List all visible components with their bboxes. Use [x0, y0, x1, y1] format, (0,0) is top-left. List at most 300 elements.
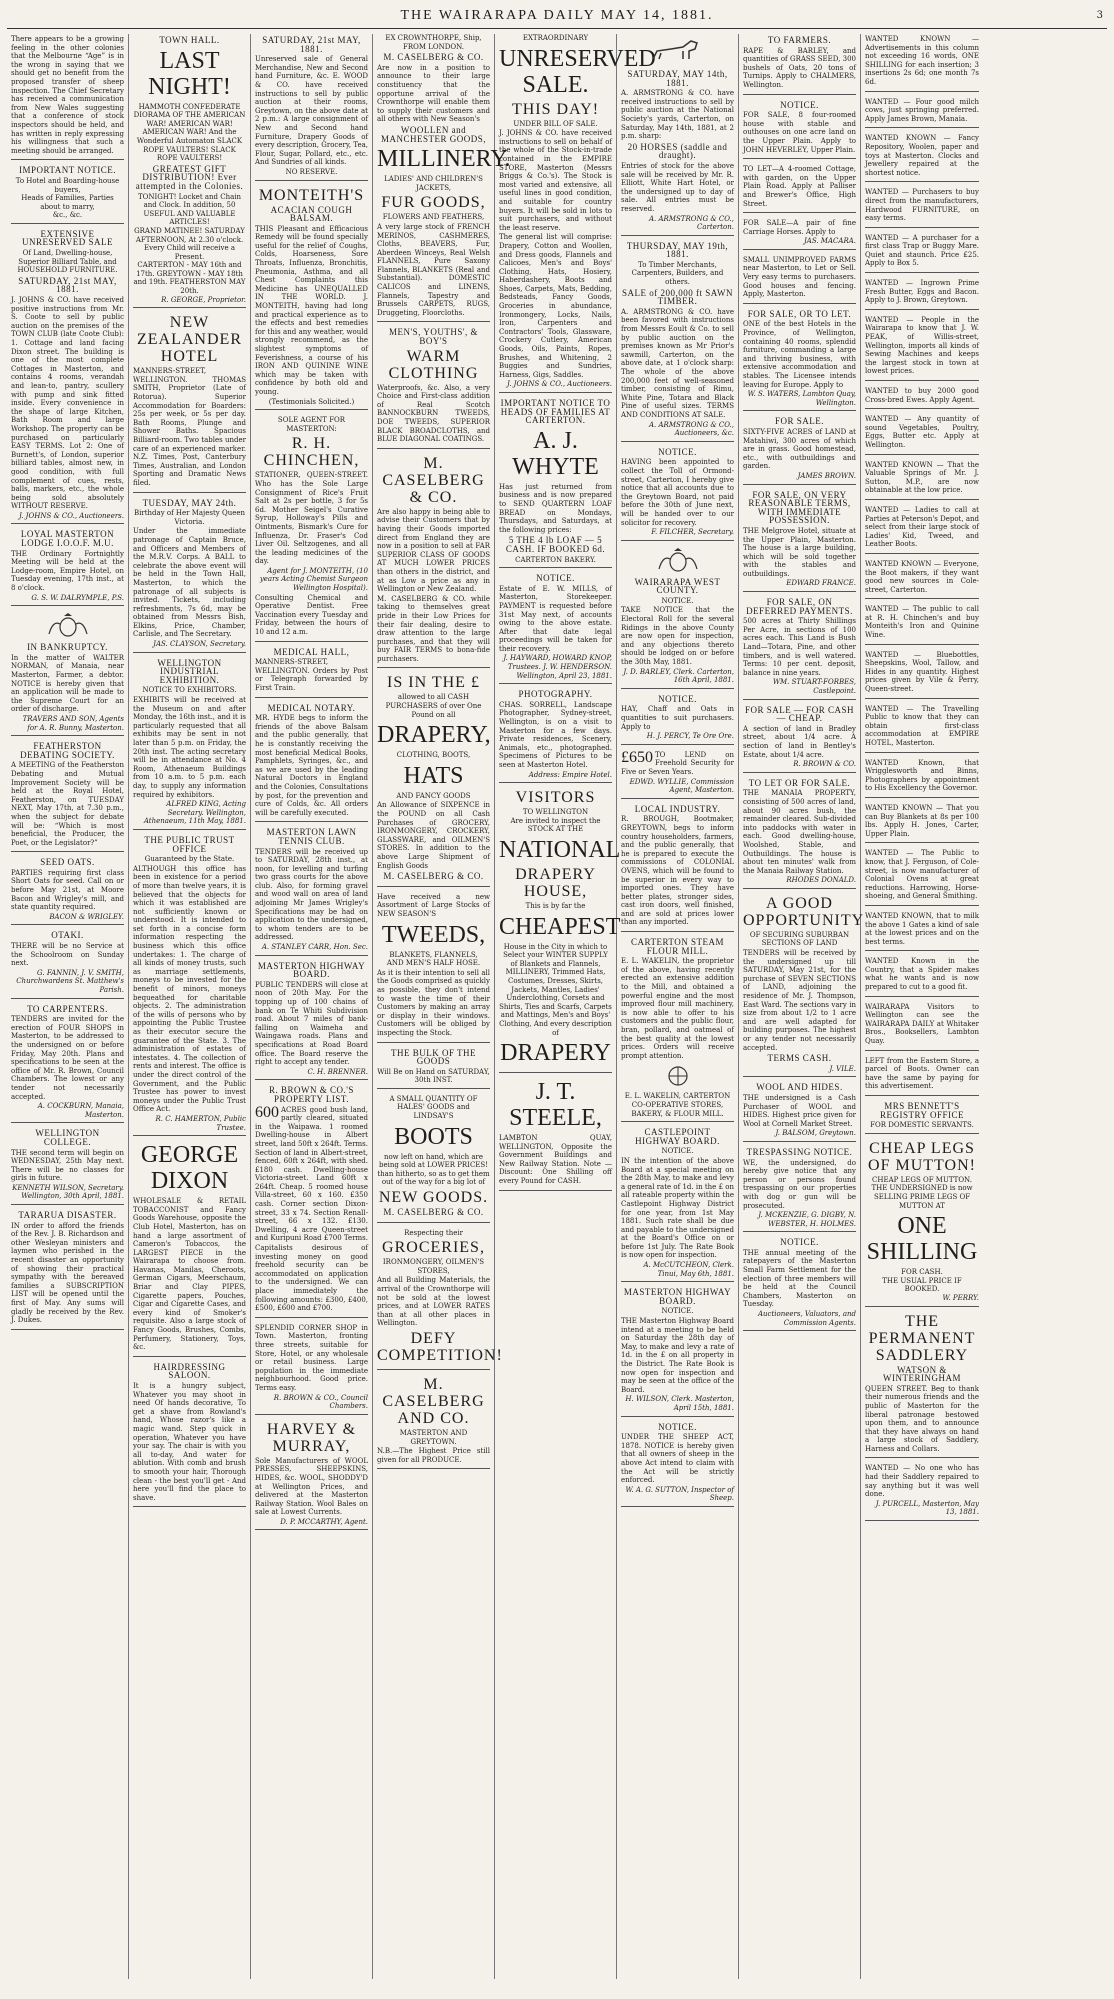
ad-sub: OF SECURING SUBURBAN SECTIONS OF LAND [749, 930, 850, 948]
ad-headline-hats: HATS [403, 762, 464, 789]
saddlery-ad [865, 1313, 979, 1459]
ad-sub: HAMMOTH CONFEDERATE DIORAMA OF THE AMERICAN WAR! AMERICAN WAR! AMERICAN WAR! And the Wonderful Automaton SLACK ROPE VAULTERS! SLACK ROPE VAULTERS! [133, 102, 246, 163]
ad-signature: R. BROWN & CO., Council Chambers. [273, 1393, 368, 1411]
wanted-ad [865, 651, 979, 699]
ad-sub-2: FLOWERS AND FEATHERS, [382, 213, 485, 222]
ad-body: WANTED KNOWN — Advertisements in this column not exceeding 16 words, ONE SHILLING for each insertion; 3 insertions 2s 6d; one month 7s 6d. [865, 35, 979, 86]
ad-signature: EDWARD FRANCE. [786, 579, 856, 588]
mill-crest-icon [658, 1063, 698, 1089]
ad-signature: J. PURCELL, Masterton, May 13, 1881. [875, 1499, 979, 1517]
notice-heading: SEED OATS. [40, 857, 95, 868]
notice-heading: NOTICE. [780, 1237, 819, 1248]
notice-heading: NOTICE. [658, 446, 697, 457]
ad-footnote: (Testimonials Solicited.) [268, 397, 355, 406]
notice-line: Heads of Families, Parties about to marry, [21, 194, 114, 211]
ad-name: WATSON & WINTERINGHAM [883, 1364, 961, 1384]
wanted-ad [865, 461, 979, 500]
notice-signature: JAS. CLAYSON, Secretary. [153, 640, 246, 649]
small-farms-ad [743, 256, 856, 304]
notice-body: IN order to afford the friends of the Rev. J. B. Richardson and other Wesleyan ministers and laymen who perished in the recent disaster an opportunity of showing their practical sympathy with the bereaved families a SUBSCRIPTION LIST will be opened until the first of May. Any sums will gladly be received by the Rev. J. Dukes. [11, 1221, 124, 1325]
notice-signature: W. A. G. SUTTON, Inspector of Sheep. [625, 1485, 734, 1503]
deferred-payments-ad [743, 598, 856, 700]
ad-body: CHAS. SORRELL, Landscape Photographer, Sydney-street, Wellington, is on a visit to Masterton for a few days. Private residences, Scenery, Animals, etc., photographed. Specimens of Pictures to be seen at Masterton Hotel. [499, 700, 612, 769]
notice-signature: R. C. HAMERTON, Public Trustee. [155, 1114, 246, 1132]
national-drapery-ad [499, 789, 621, 1073]
ad-headline: MONTEITH'S [258, 186, 365, 204]
new-zealander-hotel-ad [133, 314, 246, 492]
ad-sub-2: AND MEN'S HALF HOSE. [386, 959, 481, 968]
notice-heading: FEATHERSTON DEBATING SOCIETY. [20, 741, 115, 760]
mills-estate-notice [499, 574, 612, 684]
farmers-ad [743, 36, 856, 95]
ad-body: Sole Manufacturers of WOOL PRESSES, SHEEPSKINS, HIDES, &c. WOOL, SHODDY'D at Wellington Prices, and delivered at the Masterton Railway Station. Wool Bales on sale at Lowest Currents. [255, 1456, 368, 1517]
ad-headline: WARM CLOTHING [388, 347, 479, 382]
column-4 [373, 34, 511, 1979]
ad-body-text: ACRES good bush land, partly cleared, situated in the Waipawa. 1 roomed Dwelling-house in Albert street, land 50ft x 264ft. Terms. Section of land in Albert-street, fenced, 60ft x 264ft, with shed. £180 cash. Dwelling-house Victoria-street. Land 60ft x 264ft. Cheap. 5 roomed house Villa-street, 60 x 160. £350 cash. Corner section Dixon-street, 33 x 74. Section Renall-street, 66 x 132. £130. Dwelling, 4 acre Queen-street and Kuripuni Road £700 Terms. [255, 1105, 368, 1243]
newspaper-page [7, 8, 1107, 1983]
ad-body: allowed to all CASH PURCHASERS of over One Pound on all [385, 693, 482, 719]
ad-signature: WM. STUART-FORBES, Castlepoint. [772, 678, 856, 695]
ad-body: LEFT from the Eastern Store, a parcel of Boots. Owner can have the same by paying for this advertisement. [865, 1056, 979, 1091]
ad-body: STATIONER, QUEEN-STREET. Who has the Sole Large Consignment of Rice's Fruit Salt at 2s per bottle, 3 for 5s 6d. Mother Seigel's Curative Syrup, Holloway's Pills and Ointments, Bismark's Cure for Influenza, Dr. Fraser's Cod Liver Oil. Seltzogenes, and all the leading medicines of the day. [255, 471, 368, 566]
page-number: 3 [1096, 10, 1105, 21]
ad-body: Are invited to inspect the STOCK AT THE [510, 816, 601, 834]
ad-headline-cheapest: CHEAPEST [499, 913, 621, 940]
masterton-board-notice [621, 1288, 734, 1416]
ad-footer: THE USUAL PRICE IF BOOKED. [882, 1276, 962, 1294]
notice-signature: H. J. PERCY, Te Ore Ore. [646, 732, 734, 741]
ad-body: TENDERS will be received by the undersigned up till SATURDAY, May 21st, for the purchase of SEVEN SECTIONS of LAND, adjoining the residence of Mr. J. Thompson, East Ward. The sections vary in size from about 1/2 to 1 acre and are well adapted for building purposes. The highest or any tender not necessarily accepted. [743, 949, 856, 1052]
ad-terms: TERMS CASH. [767, 1053, 832, 1064]
wanted-ad [865, 1464, 979, 1521]
notice-no-reserve: NO RESERVE. [285, 167, 338, 176]
ad-sub: BLANKETS, FLANNELS, [389, 950, 478, 959]
ad-heading: LOCAL INDUSTRY. [634, 803, 721, 814]
ad-body: Are now in a position to announce to their large constituency that the opportune arrival of the Crownthorpe will enable them to supply their customers and all others with New Season's [377, 63, 490, 124]
ad-lead-number: 600 [255, 1103, 279, 1121]
notice-heading: MASTERTON HIGHWAY BOARD. [257, 960, 366, 980]
loan-ad [621, 748, 734, 799]
ad-headline: A. J. WHYTE [512, 427, 599, 480]
bankruptcy-notice [11, 612, 124, 736]
notice-heading: LOYAL MASTERTON LODGE I.O.O.F. M.U. [20, 529, 115, 549]
notice-body: Unreserved sale of General Merchandise, New and Second hand Furniture, &c. E. WOOD & CO. have received instructions to sell by public auction at their rooms, Greytown, on the above date at 2 p.m.: A large consignment of New and Second hand Furniture, Drapery Goods of every description, Grocery, Tea, Flour, Sugar, Pollard, etc., etc. And Sundries of all kinds. [255, 55, 368, 167]
ad-signature: J. JOHNS & CO., Auctioneers. [506, 380, 612, 389]
ad-body: A SMALL QUANTITY OF HALES' GOODS and LINDSAY'S [389, 1094, 478, 1121]
ad-body: TO LET—A 4-roomed Cottage, with garden, on the Upper Plain Road. Apply at Palliser and Brewer's Office, High Street. [743, 165, 856, 208]
ad-heading: PHOTOGRAPHY. [518, 689, 593, 700]
notice-body: J. JOHNS & CO. have received positive instructions from Mr. S. Coote to sell by public auction on the premises of the TOWN CLUB (late Coote Club): 1. Cottage and land facing Dixon street. The building is one of the most complete Cottages in Masterton, and contains 4 rooms, verandah and lean-to, pantry, scullery with pump and sink fitted inside. Every convenience in the shape of large Kitchen, Bath Room and large Workshop. The property can be purchased on particularly EASY TERMS. Lot 2: One of Burnett's, of London, superior billiard tables, almost new, in good condition, with full complement of cues, rests, balls, markers, etc., the whole being sold absolutely WITHOUT RESERVE. [11, 296, 124, 511]
caselberg-lower-prices-ad [377, 455, 490, 669]
ad-sub: Will Be on Hand on SATURDAY, 30th INST. [377, 1067, 490, 1085]
house-for-sale-ad [743, 101, 856, 160]
wanted-ad [865, 35, 979, 92]
ad-body: WANTED KNOWN — That the Valuable Springs of Mr. J. Sutton, M.P., are now obtainable at the low price. [865, 460, 979, 495]
wool-hides-ad [743, 1083, 856, 1142]
ad-body: Has just returned from business and is now prepared to SEND QUARTERN LOAF BREAD on Mondays, Thursdays, and Saturdays, at the following prices: [499, 482, 612, 534]
notice-signature: KENNETH WILSON, Secretary. Wellington, 30th April, 1881. [12, 1183, 124, 1201]
notice-body: THE annual meeting of the ratepayers of the Masterton Small Farm Settlement for the election of three members will be held at the Council Chambers, Masterton on Tuesday. [743, 1248, 856, 1309]
ad-footer: Capitalists desirous of investing money on good freehold security can be accommodated on application to the undersigned. We can place immediately the following amounts: £300, £400, £500, £600 and £700. [255, 1244, 368, 1313]
wanted-ad [865, 387, 979, 409]
notice-body: THE Masterton Highway Board intend at a meeting to be held on Saturday the 28th day of May, to make and levy a rate of 1d. in the £ on all property in the District. The Rate Book is now open for inspection and may be seen at the office of the Board. [621, 1317, 734, 1394]
land-sale-ad [743, 417, 856, 484]
ad-heading: TO FARMERS. [767, 35, 832, 45]
ad-headline: R. H. CHINCHEN, [263, 435, 360, 470]
notice-signature: J. D. BARLEY, Clerk. Carterton, 16th April, 1881. [623, 667, 734, 685]
ad-heading: CARTERTON STEAM FLOUR MILL. [630, 937, 724, 956]
notice-heading: TUESDAY, MAY 24th. [142, 497, 237, 508]
ad-body: MANNERS-STREET, WELLINGTON. THOMAS SMITH, Proprietor (Late of Rotorua). Superior Accommodation for Boarders: 25s per week, or 5s per day. Bath Rooms, Plunge and Shower Baths. Spacious Billiard-room. Two tables under care of an experienced marker. N.Z. Times, Post, Canterbury Times, Australian, and London Sporting and Dramatic News filed. [133, 367, 246, 487]
notice-body: HAY, Chaff and Oats in quantities to suit purchasers. Apply to [621, 705, 734, 731]
wanted-ad [865, 506, 979, 554]
ad-body: MANNERS-STREET, WELLINGTON. Orders by Post or Telegraph forwarded by First Train. [255, 658, 368, 692]
ad-heading: R. BROWN & CO.'S PROPERTY LIST. [269, 1085, 354, 1104]
cottage-to-let-ad [743, 165, 856, 213]
wood-co-sale-notice [255, 36, 368, 181]
ad-dates: CARTERTON - MAY 16th and 17th. GREYTOWN - MAY 18th and 19th. FEATHERSTON MAY 20th. [133, 261, 246, 296]
carriage-horses-ad [743, 219, 856, 250]
ad-sub: FOR DOMESTIC SERVANTS. [870, 1121, 974, 1130]
ad-headline: A GOOD OPPORTUNITY [743, 894, 865, 929]
ad-body [621, 748, 734, 777]
ad-headline: CHEAP LEGS OF MUTTON! [868, 1139, 976, 1174]
notice-sub: NOTICE. [661, 596, 694, 605]
ad-body: SPLENDID CORNER SHOP in Town. Masterton, fronting three streets, suitable for Store, Hotel, or any wholesale or retail business. Large population in the immediate neighbourhood. Good price. Terms easy. [255, 1323, 368, 1392]
registry-office-ad [865, 1102, 979, 1134]
ad-heading: WOOLLEN and MANCHESTER GOODS, [380, 124, 486, 144]
notice-heading: NOTICE. [658, 1421, 697, 1432]
notice-heading: NOTICE. [658, 693, 697, 704]
ad-sub-2: AND FANCY GOODS [396, 791, 471, 800]
george-dixon-ad [133, 1142, 246, 1357]
ad-body: WANTED Known in the Country, that a Spider makes what he wants and is now prepared to cut to a good fit. [865, 957, 979, 992]
ad-body: WANTED — The public to call at R. H. Chinchen's and buy Monteith's Iron and Quinine Wine. [865, 605, 979, 640]
ad-body: FOR SALE—A pair of fine Carriage Horses. Apply to [743, 219, 856, 236]
ad-sub-2: UNDER BILL OF SALE. [513, 119, 598, 128]
ad-signature: J. VILE. [829, 1064, 856, 1073]
horse-sale-notice [621, 37, 734, 236]
ad-body: WANTED — A purchaser for a first class Trap or Buggy Mare. Quiet and staunch. Price £25. Apply to Box 5. [865, 233, 979, 268]
ad-signature: W. PERRY. [942, 1293, 979, 1302]
notice-signature: BACON & WRIGLEY. [49, 912, 124, 921]
wanted-ad [865, 134, 979, 182]
otaki-notice [11, 931, 124, 998]
cash-discount-ad [377, 674, 490, 886]
notice-heading: EXTENSIVE UNRESERVED SALE [21, 228, 114, 248]
caselberg-footer-ad [377, 1376, 490, 1469]
ad-matinee: GRAND MATINEE! SATURDAY AFTERNOON, At 2.30 o'clock. Every Child will receive a Present. [134, 226, 245, 261]
article-text: There appears to be a growing feeling in the other colonies that the Melbourne “Age” is in the wrong in saying that we should get no benefit from the proposed transfer of sheep inspection. The Chief Secretary has received a communication from New Wales suggesting that a conference of stock inspectors should be held, and has written in reply expressing his willingness that such a meeting should be arranged. [11, 35, 124, 155]
ad-body: WANTED — Bluebottles, Sheepskins, Wool, Tallow, and Hides in any quantity. Highest prices given by Vile & Perry, Queen-street. [865, 650, 979, 694]
ad-heading: FOR SALE. [774, 416, 824, 427]
ad-body: WANTED — People in the Wairarapa to know that J. W. PEAK, of Willis-street, Wellington, imports all kinds of Sewing Machines and keeps the largest stock in town at lowest prices. [865, 315, 979, 376]
ad-headline: IS IN THE £ [387, 674, 480, 692]
sheep-inspection-article [11, 35, 124, 160]
corner-shop-ad [255, 1324, 368, 1415]
ad-body-2: now left on hand, which are being sold at LOWER PRICES! than hitherto, so as to get them out of the way for a big lot of [377, 1152, 490, 1187]
notice-heading: THURSDAY, MAY 19th, 1881. [626, 240, 729, 260]
lost-parcel-ad [865, 1057, 979, 1096]
ad-headline: VISITORS [515, 789, 596, 807]
ad-headline: NEW ZEALANDER HOTEL [137, 314, 242, 366]
ad-body-2: And all Building Materials, the arrival of the Crownthorpe will not be sold at the lowest prices, and at LOWER RATES than at all other places in Wellington. [377, 1276, 490, 1328]
ad-body: FOR SALE, 8 four-roomed house with stable and outhouses on one acre land on the Upper Plain. Apply to JOHN HEVERLEY, Upper Plain. [743, 111, 856, 154]
ad-body: WANTED — Ingrown Prime Fresh Butter, Eggs and Bacon. Apply to J. Brown, Greytown. [865, 279, 979, 305]
notice-body: A. ARMSTRONG & CO. have received instructions to sell by public auction at the National Society's yards, Carterton, on Saturday, May 14th, 1881, at 2 p.m. sharp: [621, 89, 734, 141]
notice-heading: MASTERTON HIGHWAY BOARD. [623, 1287, 732, 1306]
tweeds-ad [377, 893, 490, 1043]
ad-body: RAPE & BARLEY, and quantities of GRASS SEED, 300 bushels of Oats, 20 tons of Turnips. Apply to CHALMERS, Wellington. [743, 46, 856, 89]
ad-footer: N.B.—The Highest Price still given for all PRODUCE. [377, 1447, 490, 1464]
ad-body: WANTED — Purchasers to buy direct from the manufacturers, Hardwood FURNITURE, on easy terms. [865, 188, 979, 223]
notice-signature: C. H. BRENNER. [307, 1067, 368, 1076]
ad-headline: M. CASELBERG AND CO. [382, 1375, 485, 1427]
ad-body: THIS Pleasant and Efficacious Remedy will be found specially useful for the relief of Coughs, Colds, Hoarseness, Sore Throats, Influenza, Bronchitis, Pneumonia, Asthma, and all Chest Complaints this Medicine has UNEQUALLED IN THE WORLD. J. MONTEITH, having had long and practical experience as to the effects and best remedies for this and any weather, would strongly recommend, as the slightest symptoms of Feverishness, a course of his IRON AND QUININE WINE which may be taken with confidence by both old and young. [255, 224, 368, 396]
notice-signature: G. S. W. DALRYMPLE, P.S. [31, 593, 124, 602]
ad-signature: R. GEORGE, Proprietor. [161, 295, 246, 304]
notice-heading: TO CARPENTERS. [27, 1003, 108, 1014]
ad-heading: NOTICE. [780, 99, 819, 110]
bulk-goods-ad [377, 1049, 490, 1089]
ad-gift: GREATEST GIFT DISTRIBUTION! Ever attempted in the Colonies. [135, 163, 244, 191]
medical-notary-ad [255, 704, 368, 823]
notice-body: THERE will be no Service at the Schoolroom on Sunday next. [11, 942, 124, 968]
ad-signature: Address: Empire Hotel. [528, 770, 612, 779]
notice-signature: A. STANLEY CARR, Hon. Sec. [261, 943, 368, 952]
ad-signature: J. BALSOM, Greytown. [775, 1129, 856, 1138]
ad-tonight: TONIGHT! Locket and Chain and Clock. In addition, 50 USEFUL AND VALUABLE ARTICLES! [137, 192, 242, 227]
ad-sub: MASTERTON AND GREYTOWN. [399, 1428, 468, 1446]
ad-headline-2: NEW GOODS. [378, 1189, 489, 1207]
ad-body-2: As it is their intention to sell all the Goods comprised as quickly as possible, they don't intend to waste the time of their Customers by making an array or display in their windows. Customers will be obliged by inspecting the Stock. [377, 968, 490, 1037]
wanted-ad [865, 804, 979, 843]
ad-body: Waterproofs, &c. Also, a very Choice and First-class addition of Real Scotch BANNOCKBURN TWEEDS, DOE TWEEDS, SUPERIOR BLACK BROADCLOTHS, and BLUE DIAGONAL COATINGS. [377, 383, 490, 444]
ad-headline-2: DEFY COMPETITION! [377, 1329, 503, 1364]
ad-body: J. JOHNS & CO. have received instructions to sell on behalf of the whole of the Stock-in-trade contained in the EMPIRE STORE, Masterton (Messrs Briggs & Co.'s). The Stock is most varied and extensive, all useful lines in good condition, and suitable for country buyers. It will be sold in lots to suit purchasers, and without the least reserve. [499, 129, 612, 232]
notice-sub: SALE of 200,000 ft SAWN TIMBER. [621, 287, 734, 307]
ad-body: Are also happy in being able to advise their Customers that by having their Goods imported direct from England they are now in a position to sell at FAR SUPERIOR CLASS OF GOODS AT MUCH LOWER PRICES than others in the district, and at as Low a price as any in Wellington or New Zealand. [377, 507, 490, 594]
suburban-sections-ad [743, 894, 865, 1078]
notice-signature: J. MCKENZIE, G. DIGBY, N. WEBSTER, H. HOLMES. [758, 1211, 856, 1228]
wanted-ad [865, 415, 979, 454]
ad-top: EXTRAORDINARY [522, 34, 589, 42]
ad-top: EX CROWNTHORPE, Ship, FROM LONDON. [385, 34, 482, 51]
ad-sub: ACACIAN COUGH BALSAM. [270, 204, 353, 224]
ad-headline: M. CASELBERG & CO. [382, 454, 485, 506]
ad-headline-drapery: DRAPERY [500, 1040, 611, 1067]
ad-body: THE MANAIA PROPERTY, consisting of 500 acres of land, about 90 acres bush, the remainder cleared. Sub-divided into paddocks with water in each. Good dwelling-house, Woolshed, Stable, and Outbuildings. The house is about ten minutes' walk from the Manaia Railway Station. [743, 789, 856, 875]
ad-heading: MEDICAL HALL, [273, 646, 350, 657]
ad-list: House in the City in which to Select your WINTER SUPPLY of Blankets and Flannels, MILLINERY, Trimmed Hats, Costumes, Dresses, Skirts, Jackets, Mantles, Ladies' Underclothing, Corsets and Shirts, Ties and Scarfs, Carpets and Mattings, Men's and Boys' Clothing, And every description of [499, 942, 612, 1037]
notice-signature: A. ARMSTRONG & CO., Auctioneers, &c. [648, 420, 734, 438]
ad-headline-drapery: DRAPERY, [377, 722, 491, 749]
ad-name: M. CASELBERG & CO. [383, 871, 484, 882]
ad-body: IRONMONGERY, OILMEN'S STORES, [382, 1258, 485, 1275]
ad-body: WAIRARAPA Visitors to Wellington can see the WAIRARAPA DAILY at Whitaker Bros., Booksellers, Lambton Quay. [865, 1002, 979, 1046]
notice-body: In the matter of WALTER NORMAN, of Manaia, near Masterton, Farmer, a debtor. NOTICE is hereby given that an application will be made to the Supreme Court for an order of discharge. [11, 653, 124, 714]
column-3 [251, 34, 373, 1979]
ad-list: The general list will comprise: Drapery, Cotton and Woollen, and Dress goods, Flannels and Calicoes, Men's and Boys' Clothing, Hats, Hosiery, Haberdashery, Boots and Shoes, Carpets, Mats, Bedding, Bedsteads, Fancy Goods, Groceries in abundance, Ironmongery, Locks, Nails, Iron, Carpenters and Contractors' Tools, Glassware, Crockery Cutlery, American Goods, Oils, Paints, Ropes, Brushes, and Whitening, 2 Buggies and Sundries, Harness, Gigs, Saddles. [499, 233, 612, 379]
notice-signature: Auctioneers, Valuators, and Commission Agents. [757, 1310, 856, 1327]
ad-sub: LADIES' AND CHILDREN'S JACKETS, [384, 175, 483, 192]
mutton-ad [865, 1140, 979, 1307]
college-notice [11, 1129, 124, 1205]
notice-line: To Hotel and Boarding-house buyers, [15, 176, 120, 194]
notice-signature: G. FANNIN, J. V. SMITH, Churchwardens St. Matthew's Parish. [16, 968, 124, 994]
ad-body-text: TO LEND on Freehold Security for Five or Seven Years. [621, 750, 734, 776]
ad-heading: HAIRDRESSING SALOON. [153, 1361, 226, 1381]
ad-sub: CHEAP LEGS OF MUTTON. [872, 1175, 972, 1184]
notice-heading: TRESPASSING NOTICE. [746, 1146, 853, 1157]
notice-body: THE second term will begin on WEDNESDAY, 25th May next. There will be no classes for girls in future. [11, 1148, 124, 1183]
flour-mill-ad [621, 938, 734, 1122]
ad-sub-2: FOR CASH. [901, 1268, 943, 1277]
ad-body: WHOLESALE & RETAIL TOBACCONIST and Fancy Goods Warehouse, opposite the Club Hotel, Masterton, has on hand a large assortment of Cameron's Tobaccos, the LARGEST PIECE in the Wairarapa to choose from. Havanas, Manilas, Cheroots, German Cigars, Meerschaum, Briar and Clay PIPES, Cigarette papers, Pouches, Cigar and Cigarette Cases, and every kind of Smoker's requisite. Also a large stock of Fancy Goods, Brushes, Combs, Perfumery, Stationery, Toys, &c. [133, 1197, 246, 1352]
notice-heading: WELLINGTON COLLEGE. [35, 1128, 100, 1147]
notice-sub: NOTICE. [661, 1307, 694, 1316]
notice-heading: IMPORTANT NOTICE. [18, 165, 117, 176]
ad-body: WANTED — No one who has had their Saddlery repaired to say anything but it was well done. [865, 1464, 979, 1499]
notice-body: HAVING been appointed to collect the Toll of Ormond-street, Carterton, I hereby give notice that all accounts due to the Greytown Board, not paid before the 30th of June next, will be handed over to our solicitor for recovery. [621, 458, 734, 527]
manaia-property-ad [743, 779, 856, 889]
notice-heading: NOTICE. [536, 573, 575, 584]
wanted-ad [865, 849, 979, 906]
ad-sub: Respecting their [404, 1228, 463, 1237]
column-8 [861, 34, 983, 1979]
ad-body: WANTED KNOWN — Everyone, the Boot makers, if they want good new sources in Cole-street, Carterton. [865, 559, 979, 594]
ad-body: WANTED — Four good milch cows, just springing preferred. Apply James Brown, Manaia. [865, 97, 979, 123]
wanted-ad [865, 759, 979, 798]
notice-body: TENDERS will be received up to SATURDAY, 28th inst., at noon, for levelling and turfing two grass courts for the above club. Also, for forming gravel and wood wall on area of land adjoining Mr James Wrigley's Specifications may be had on application to the undersigned, to whom tenders are to be addressed. [255, 847, 368, 942]
notice-body: THE Ordinary Fortnightly Meeting will be held at the Lodge-room, Empire Hotel, on Tuesday evening, 17th inst., at 8 o'clock. [11, 549, 124, 593]
wanted-ad [865, 705, 979, 753]
ad-price: 5 THE 4 lb LOAF — 5 CASH. IF BOOKED 6d. [505, 535, 606, 554]
ad-headline: UNRESERVED SALE. [499, 45, 656, 98]
columns [7, 34, 1107, 1979]
notice-signature: J. HAYWARD, HOWARD KNOP, Trustees. J. W. HENDERSON. Wellington, April 23, 1881. [503, 654, 612, 680]
notice-sub: Guaranteed by the State. [144, 855, 235, 864]
ad-headline: GROCERIES, [382, 1239, 485, 1257]
tararua-disaster-notice [11, 1211, 124, 1330]
ad-body: R. BROUGH, Bootmaker, GREYTOWN, begs to inform country householders, farmers, and the public generally, that he is prepared to execute the commissions of COLONIAL OVENS, which will be found to be superior in every way to imported ones. They have better plates, stronger sides, cast iron doors, well finished, and are sold at prices lower than any imported. [621, 815, 734, 927]
ad-sub: THIS DAY! [511, 100, 600, 118]
chinchen-ad [255, 416, 368, 641]
ad-signature: JAMES BROWN. [797, 471, 856, 480]
notice-line: &c., &c. [52, 211, 83, 220]
ad-signature: R. BROWN & CO. [793, 760, 856, 769]
wanted-ad [865, 279, 979, 310]
whyte-bakery-ad [499, 399, 612, 568]
ad-headline: THE PERMANENT SADDLERY [868, 1312, 976, 1364]
notice-body: ALTHOUGH this office has been in existence for a period of more than twelve years, it is believed that the objects for which it was established are not sufficiently known or understood. It is intended to set forth in a concise form information respecting the business which this office undertakes: 1. The charge of all kinds of money trusts, such as marriage settlements, moneys to be invested for the benefit of minors, moneys bequeathed for charitable objects. 2. The administration of the wills of persons who by appointing the Public Trustee as their executor secure the guarantee of the State. 3. The administration of estates of intestates. 4. The collection of rents and interest. The office is under the direct control of the Government, and the Public Trustee has power to invest moneys under the Public Trust Office Act. [133, 864, 246, 1114]
notice-body-2: A. ARMSTRONG & CO. have been favored with instructions from Messrs Eoult & Co. to sell by public auction on the premises known as Mr Prior's sawmill, Carterton, on the above date, at 1 o'clock sharp: The whole of the above 200,000 feet of well-seasoned timber, consisting of Rimu, White Pine, Totara and Black Pine of useful sizes. TERMS AND CONDITIONS AT SALE. [621, 307, 734, 419]
notice-signature: ALFRED KING, Acting Secretary. Wellington, Athenaeum, 11th May, 1881. [143, 800, 246, 826]
ad-headline: MILLINERY. [377, 146, 511, 173]
ad-headline: BOOTS [394, 1123, 473, 1150]
ad-body: LAMBTON QUAY, WELLINGTON, Opposite the Government Buildings and New Railway Station. Note — Discount: One Shilling off every Pound for CASH. [499, 1134, 612, 1186]
notice-sub: Birthday of Her Majesty Queen Victoria. [133, 509, 245, 526]
ad-heading: FOR SALE, ON DEFERRED PAYMENTS. [746, 597, 853, 616]
industrial-exhibition-notice [133, 659, 246, 830]
ad-body: THE UNDERSIGNED is now SELLING PRIME LEGS OF MUTTON AT [871, 1184, 973, 1210]
seed-oats-notice [11, 858, 124, 925]
queens-birthday-ball-notice [133, 499, 246, 653]
notice-signature: F. FILCHER, Secretary. [651, 528, 734, 537]
caselberg-main-ad [377, 34, 511, 322]
horse-icon [643, 37, 713, 67]
notice-heading: TARARUA DISASTER. [18, 1210, 117, 1221]
royal-crest-icon [655, 547, 701, 575]
timber-sale-notice [621, 242, 734, 442]
notice-signature: J. JOHNS & CO., Auctioneers. [18, 511, 124, 520]
ad-headline: GEORGE DIXON [140, 1142, 239, 1195]
notice-body: IN the intention of the above Board at a special meeting on the 28th May, to make and levy a general rate of 1d. in the £ on all rateable property within the Castlepoint Highway District for one year, from 1st May 1881. Such rate shall be due and payable to the undersigned at the Board's Office on or before 1st July. The Rate Book is now open for inspection. [621, 1156, 734, 1260]
boots-ad [377, 1095, 490, 1223]
notice-body: WE, the undersigned, do hereby give notice that any person or persons found trespassing on our properties with dog or gun will be prosecuted. [743, 1158, 856, 1210]
ad-name: M. CASELBERG & CO. [383, 1207, 484, 1218]
wanted-ad [865, 1003, 979, 1051]
ad-headline: HARVEY & MURRAY, [266, 1420, 357, 1455]
melgrove-hotel-ad [743, 491, 856, 593]
ad-headline-national: NATIONAL [499, 836, 621, 863]
notice-sub: NOTICE TO EXHIBITORS. [142, 686, 237, 695]
ad-sub: TO WELLINGTON [522, 808, 589, 817]
ad-body: WANTED Known, that Wrigglesworth and Binns, Photographers by appointment to His Excellency the Governor. [865, 758, 979, 793]
notice-heading: WAIRARAPA WEST COUNTY. [634, 576, 721, 596]
notice-signature: TRAVERS AND SON, Agents for A. R. Bunny, Masterton. [22, 714, 124, 732]
ad-heading: FOR SALE, ON VERY REASONABLE TERMS, WITH IMMEDIATE POSSESSION. [748, 489, 851, 526]
groceries-ad [377, 1228, 503, 1370]
masthead [7, 8, 1107, 29]
ad-headline: TWEEDS, [381, 921, 486, 948]
ratepayers-notice [743, 1238, 856, 1331]
lodge-notice [11, 530, 124, 606]
ad-body: WANTED — The Public to know, that J. Ferguson, of Cole-street, is now manufacturer of Colonial Ovens at great reductions. Harrowing, Horse-shoeing, and General Smithing. [865, 849, 979, 901]
important-notice [11, 166, 124, 224]
notice-sub: NOTICE. [661, 1147, 694, 1156]
notice-body: To Timber Merchants, Carpenters, Builders, and others. [631, 260, 724, 287]
ad-body-2: M. CASELBERG & CO. while taking to themselves great pride in their Low Prices for their fair dealing, desire to draw attention to the large purchases, and that they will buy FAIR TERMS to bona-fide purchasers. [377, 594, 490, 663]
ad-body: WANTED to buy 2000 good Cross-bred Ewes. Apply Agent. [865, 387, 979, 404]
ad-name: M. CASELBERG & CO. [383, 52, 484, 63]
ad-body: Have received a new Assortment of Large Stocks of NEW SEASON'S [377, 892, 490, 918]
ad-signature: W. S. WATERS, Lambton Quay, Wellington. [747, 390, 856, 407]
notice-heading: CASTLEPOINT HIGHWAY BOARD. [635, 1127, 720, 1146]
ad-body: THE undersigned is a Cash Purchaser of WOOL and HIDES. Highest price given for Wool at Cornell Market Street. [743, 1093, 856, 1128]
ad-list: A very large stock of FRENCH MERINOS, CASHMERES, Cloths, BEAVERS, Fur, Aberdeen Winceys, Real Welsh FLANNELS, Pure Saxony Flannels, BLANKETS (Real and Substantial). DOMESTIC CALICOS and LINENS, Flannels, Tapestry and Brussels CARPETS, RUGS, Druggeting, Floorcloths. [377, 222, 490, 317]
notice-heading: WELLINGTON INDUSTRIAL EXHIBITION. [157, 657, 222, 685]
wanted-ad [865, 98, 979, 129]
photography-ad [499, 690, 612, 783]
ad-signature: JAS. MACARA. [803, 237, 856, 246]
ad-heading: MRS BENNETT'S REGISTRY OFFICE [880, 1101, 964, 1120]
ad-heading: TO LET OR FOR SALE. [748, 777, 851, 788]
ad-body: WANTED KNOWN, that to milk the above 1 Gates a kind of sale at the lowest prices and on the best terms. [865, 911, 979, 946]
notice-body: TENDERS are invited for the erection of FOUR SHOPS in Masterton, to be addressed to the undersigned on or before Friday, May 20th. Plans and specifications to be seen at the office of Mr. R. Brown, Council Chambers. The lowest or any tender not necessarily accepted. [11, 1015, 124, 1101]
ad-body: ONE of the best Hotels in the Province, of Wellington, containing 40 rooms, splendid furniture, commanding a large and thriving business, with extensive accommodation and stables. The Licensee intends leaving for Europe. Apply to [743, 320, 856, 389]
ad-signature: EDWD. WYLLIE, Commission Agent, Masterton. [629, 777, 734, 795]
ad-body: SMALL UNIMPROVED FARMS near Masterton, to Let or Sell. Very easy terms to purchasers. Good houses and fencing. Apply, Masterton. [743, 255, 856, 299]
wanted-ad [865, 560, 979, 599]
local-industry-ad [621, 805, 734, 932]
hay-notice [621, 695, 734, 745]
notice-date: SATURDAY, 21st MAY, 1881. [18, 275, 117, 295]
ad-body: QUEEN STREET. Beg to thank their numerous friends and the public of Masterton for the liberal patronage bestowed upon them, and to announce that they have always on hand a large stock of Saddlery, Harness and Collars. [865, 1384, 979, 1453]
lawn-tennis-notice [255, 828, 368, 955]
notice-signature: H. WILSON, Clerk. Masterton, April 15th, 1881. [625, 1395, 734, 1412]
masthead-title: THE WAIRARAPA DAILY MAY 14, 1881. [400, 8, 714, 23]
